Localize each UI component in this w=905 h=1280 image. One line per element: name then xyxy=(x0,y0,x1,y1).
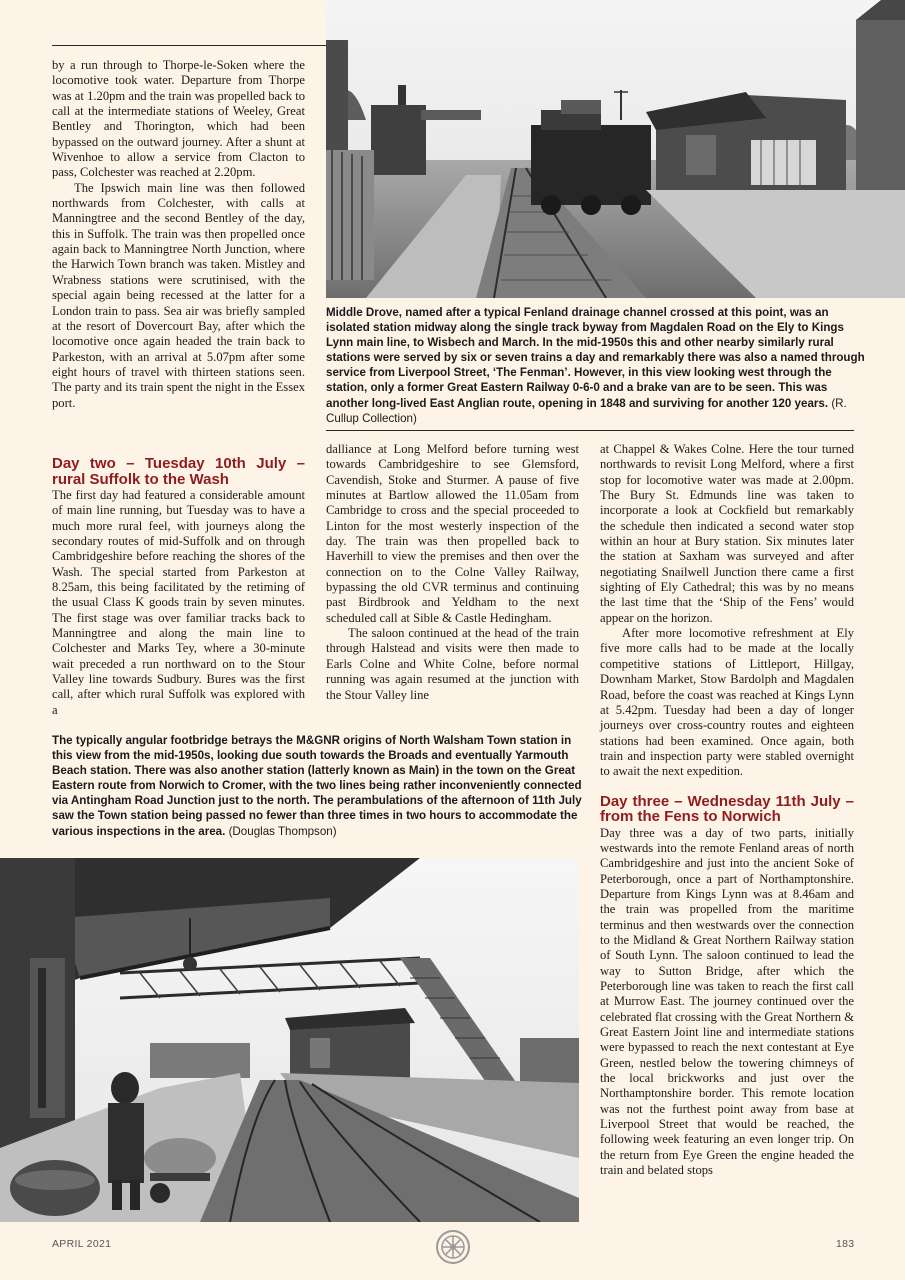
article-paragraph: After more locomotive refreshment at Ely five more calls had to be made at the locally competitive stations of Littleport, Hillgay, Downham Market, Stow Bardolph and Magdalen Road, before the coast was reached at Kings Lynn at 5.42pm. Tuesday had been a day of longer journeys over cross-country routes and eighteen stations had been examined. Once again, both train and inspection party were stabled overnight to await the next expedition. xyxy=(600,626,854,779)
middle-drove-photo-credit: (R. Cullup Collection) xyxy=(326,396,847,425)
article-column-1-upper xyxy=(52,58,305,411)
article-paragraph: The first day had featured a considerable amount of main line running, but Tuesday was to have a much more rural feel, with journeys along the secondary routes of mid-Suffolk and on through Cambridgeshire before reaching the shores of the Wash. The special started from Parkeston at 8.25am, this being facilitated by the retiming of the usual Class K goods train by seven minutes. The first stage was over familiar tracks back to Manningtree and along the main line to Colchester and Marks Tey, where a 30-minute wait preceded a run northward on to the Stour Valley line towards Sudbury. Bures was the first call, after which rural Suffolk was explored with a xyxy=(52,488,305,717)
footer-date: APRIL 2021 xyxy=(52,1238,112,1250)
article-column-2 xyxy=(326,442,579,703)
day-three-heading: Day three – Wednesday 11th July – from the Fens to Norwich xyxy=(600,792,854,826)
column-top-rule xyxy=(52,45,326,46)
caption-bottom-rule xyxy=(326,430,854,431)
north-walsham-photo-credit: (Douglas Thompson) xyxy=(228,824,337,838)
railway-wheel-logo xyxy=(435,1229,471,1265)
article-paragraph: The Ipswich main line was then followed northwards from Colchester, with calls at Manningtree and the second Bentley of the day, this in Suffolk. The train was then propelled once again back to Manningtree North Junction, where the Harwich Town branch was taken. Mistley and Wrabness stations were scrutinised, with the special again being recessed at the latter for a London train to pass. Sea air was briefly sampled at the resort of Dovercourt Bay, after which the locomotive once again headed the train back to Parkeston, with an arrival at 5.07pm after some eight hours of travel with thirteen stations seen. The party and its train spent the night in the Essex port. xyxy=(52,180,305,410)
middle-drove-caption-text: Middle Drove, named after a typical Fenland drainage channel crossed at this point, was an isolated station midway along the single track byway from Magdalen Road on the Ely to Kings Lynn main line, to Wisbech and March. In the mid-1950s this and other nearby similarly rural stations were served by six or seven trains a day and remarkably there was also a named through service from Liverpool Street, ‘The Fenman’. However, in this view looking west through the station, only a former Great Eastern Railway 0-6-0 and a brake van are to be seen. This was another long-lived East Anglian route, opening in 1848 and surviving for another 120 years. xyxy=(326,306,865,410)
article-column-3 xyxy=(600,442,854,1178)
article-paragraph: dalliance at Long Melford before turning west towards Cambridgeshire to see Glemsford, Cavendish, Stoke and Sturmer. A pause of five minutes at Bartlow allowed the 11.05am from Cambridge to cross and the special proceeded to Linton for the most westerly inspection of the day. The train was then propelled back to Haverhill to view the premises and then over the connection on to the Colne Valley Railway, bypassing the old CVR terminus and continuing past Birdbrook and Yeldham to the next scheduled call at Sible & Castle Hedingham. xyxy=(326,442,579,625)
article-paragraph: by a run through to Thorpe-le-Soken where the locomotive took water. Departure from Thorpe was at 1.20pm and the train was propelled back to call at the intermediate stations of Weeley, Great Bentley and Thorington, which had been bypassed on the outward journey. After a shunt at Wivenhoe to allow a service from Clacton to pass, Colchester was reached at 2.20pm. xyxy=(52,58,305,180)
article-paragraph: Day three was a day of two parts, initially westwards into the remote Fenland areas of north Cambridgeshire and just into the ancient Soke of Peterborough, once a part of Northamptonshire. Departure from Kings Lynn was at 8.46am and the train was propelled from the maritime terminus and then westwards over the connection to the Midland & Great Northern Railway station of South Lynn. The saloon continued to lead the way to Sutton Bridge, after which the Peterborough line was taken to reach the first call at Murrow East. The journey continued over the celebrated flat crossing with the Great Northern & Great Eastern Joint line and intermediate stations were bypassed to reach the next contestant at Eye Green, nestled below the towering chimneys of the local brickworks and just over the Northamptonshire border. This remote location was not the furthest point away from base at Liverpool Street that would be reached, the following week featuring an even longer trip. On the return from Eye Green the engine headed the train and belated stops xyxy=(600,825,854,1178)
wheel-logo-icon xyxy=(435,1229,471,1265)
middle-drove-photo-illustration xyxy=(326,0,905,298)
article-paragraph: at Chappel & Wakes Colne. Here the tour turned northwards to revisit Long Melford, where a first stop for locomotive water was made at 2.00pm. The Bury St. Edmunds line was taken to incorporate a look at Cockfield but remarkably the schedule then indicated a second water stop within an hour at Bury station. Six minutes later the station at Saxham was surveyed and after negotiating Snailwell Junction there came a first sighting of Ely Cathedral; this was by no means the last time that the ‘Ship of the Fens’ would appear on the horizon. xyxy=(600,442,854,625)
north-walsham-photo-illustration xyxy=(0,858,579,1222)
north-walsham-caption-text: The typically angular footbridge betrays the M&GNR origins of North Walsham Town station in this view from the mid-1950s, looking due south towards the Broads and eventually Yarmouth Beach station. There was also another station (latterly known as Main) in the town on the Great Eastern route from Norwich to Cromer, with the two lines being rather inconveniently connected via Antingham Road Junction just to the north. The perambulations of the afternoon of 11th July saw the Town station being passed no fewer than three times in two hours to accommodate the various inspections in the area. xyxy=(52,734,582,838)
middle-drove-caption xyxy=(326,305,866,426)
article-paragraph: The saloon continued at the head of the train through Halstead and visits were then made to Earls Colne and White Colne, before normal running was again resumed at the junction with the Stour Valley line xyxy=(326,626,579,702)
page-number: 183 xyxy=(836,1238,855,1250)
article-column-1-lower xyxy=(52,456,305,718)
north-walsham-caption xyxy=(52,733,582,839)
middle-drove-station-photo xyxy=(326,0,905,298)
day-two-heading: Day two – Tuesday 10th July – rural Suffolk to the Wash xyxy=(52,455,305,488)
north-walsham-town-station-photo xyxy=(0,858,579,1222)
